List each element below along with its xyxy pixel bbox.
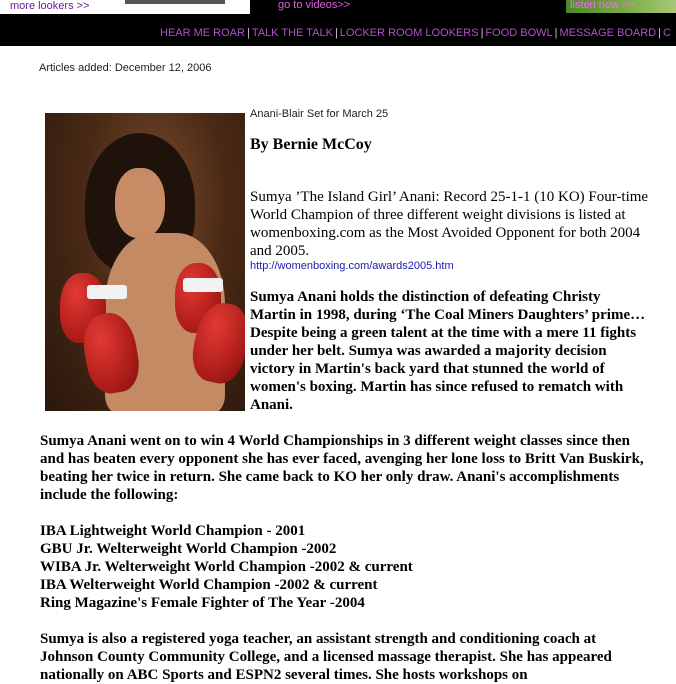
fighter-photo [45,113,245,411]
more-lookers-banner [0,0,250,14]
fighter-stats-text: Sumya ’The Island Girl’ Anani: Record 25-1-1 (10 KO) Four-time World Champion of three different weight divisions is listed at womenboxing.com as the Most Avoided Opponent for both 2004 and 2005. [250,189,649,259]
achievement-item: IBA Lightweight World Champion - 2001 [40,523,306,539]
go-to-videos-link[interactable]: go to videos>> [278,0,351,11]
article-paragraph: Sumya is also a registered yoga teacher, an assistant strength and conditioning coach at Johnson County Community College, and a licensed massage therapist. She has appeared nationally on ABC Sports and ESPN2 several times. She hosts workshops on [40,631,612,683]
listen-now-link[interactable]: listen now >> [570,0,635,11]
nav-separator: | [246,27,250,39]
achievement-item: GBU Jr. Welterweight World Champion -2002 [40,541,337,557]
achievement-item: Ring Magazine's Female Fighter of The Year -2004 [40,595,365,611]
nav-talk-the-talk[interactable]: TALK THE TALK [251,27,333,39]
awards-link[interactable]: http://womenboxing.com/awards2005.htm [250,260,454,272]
nav-food-bowl[interactable]: FOOD BOWL [485,27,553,39]
nav-separator: | [554,27,558,39]
article-paragraph: Sumya Anani went on to win 4 World Championships in 3 different weight classes since then and has beaten every opponent she has ever faced, avenging her lone loss to Britt Van Buskirk, beating her twice in return. She came back to KO her only draw. Anani's accomplishments include the following: [40,433,644,503]
nav-truncated-item[interactable]: C [662,27,671,39]
listen-now-banner [566,0,676,13]
achievement-item: IBA Welterweight World Champion -2002 & current [40,577,378,593]
nav-separator: | [480,27,484,39]
achievement-item: WIBA Jr. Welterweight World Champion -2002 & current [40,559,413,575]
more-lookers-link[interactable]: more lookers >> [10,0,90,12]
nav-separator: | [658,27,661,39]
article-byline: By Bernie McCoy [250,136,372,153]
article-intro-paragraph: Sumya Anani holds the distinction of defeating Christy Martin in 1998, during ‘The Coal Miners Daughters’ prime… Despite being a green talent at the time with a mere 11 fights under her belt. Sumya was awarded a majority decision victory in Martin's back yard that stunned the world of women's boxing. Martin has since refused to rematch with Anani. [250,289,646,413]
nav-locker-room-lookers[interactable]: LOCKER ROOM LOOKERS [339,27,479,39]
achievements-list [40,522,413,612]
banner-strip [125,0,225,4]
glove-cuff-shape [87,285,127,299]
articles-added-date: Articles added: December 12, 2006 [39,62,212,74]
nav-separator: | [334,27,338,39]
main-nav [160,27,671,40]
nav-message-board[interactable]: MESSAGE BOARD [559,27,657,39]
photo-face-shape [115,168,165,238]
glove-cuff-shape [183,278,223,292]
nav-hear-me-roar[interactable]: HEAR ME ROAR [160,27,245,39]
article-subtitle: Anani-Blair Set for March 25 [250,108,389,120]
site-header [0,0,676,46]
